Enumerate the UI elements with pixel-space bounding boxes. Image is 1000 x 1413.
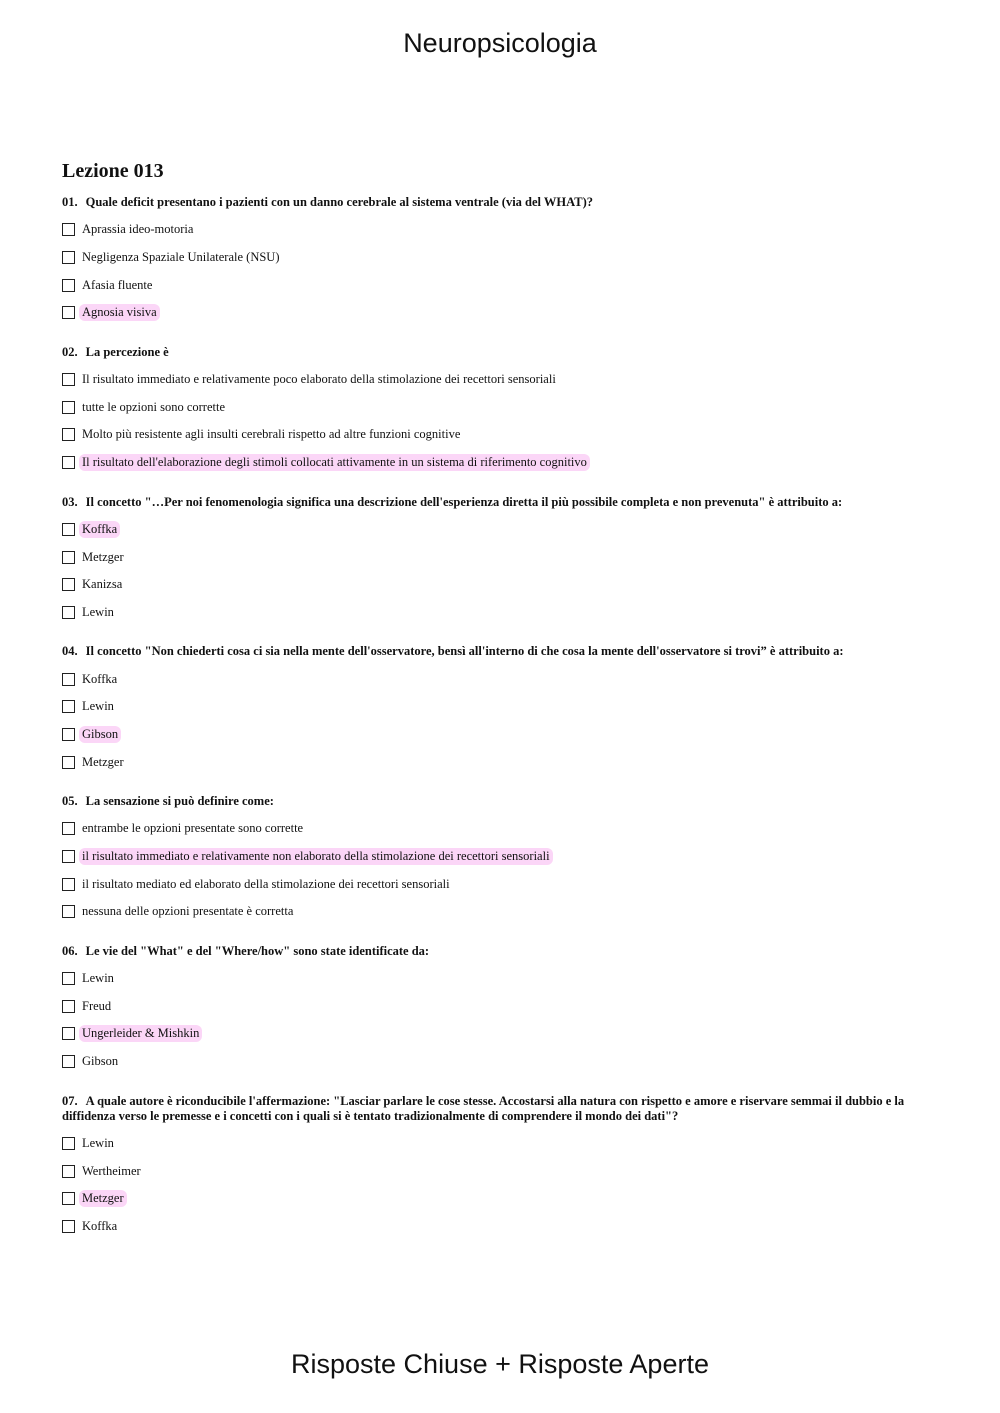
- question-number: 04.: [62, 644, 78, 659]
- question-block: [62, 345, 942, 477]
- option-label: Koffka: [79, 521, 120, 538]
- question-block: [62, 495, 942, 627]
- answer-option-correct[interactable]: [62, 843, 942, 871]
- option-label: tutte le opzioni sono corrette: [82, 399, 226, 414]
- question-block: [62, 944, 942, 1076]
- answer-option-correct[interactable]: [62, 299, 942, 327]
- question-text: [62, 644, 942, 659]
- question-number: 01.: [62, 195, 78, 209]
- checkbox[interactable]: [62, 822, 75, 835]
- answer-option[interactable]: [62, 244, 942, 272]
- option-label: Metzger: [79, 1190, 127, 1207]
- checkbox[interactable]: [62, 756, 75, 769]
- question-label: Quale deficit presentano i pazienti con un danno cerebrale al sistema ventrale (via del WHAT)?: [85, 195, 594, 209]
- answer-option[interactable]: [62, 815, 942, 843]
- option-label: Freud: [82, 998, 112, 1013]
- checkbox[interactable]: [62, 523, 75, 536]
- checkbox[interactable]: [62, 279, 75, 292]
- option-label: Koffka: [82, 1218, 118, 1233]
- checkbox[interactable]: [62, 1027, 75, 1040]
- answer-option[interactable]: [62, 421, 942, 449]
- checkbox[interactable]: [62, 1192, 75, 1205]
- answer-option[interactable]: [62, 366, 942, 394]
- question-label: Il concetto "…Per noi fenomenologia significa una descrizione dell'esperienza diretta il più possibile completa e non prevenuta" è attribuito a:: [85, 494, 843, 509]
- answer-option[interactable]: [62, 1213, 942, 1241]
- option-label: Gibson: [82, 1054, 119, 1069]
- checkbox[interactable]: [62, 306, 75, 319]
- checkbox[interactable]: [62, 373, 75, 386]
- checkbox[interactable]: [62, 401, 75, 414]
- question-block: [62, 195, 942, 327]
- answer-option[interactable]: [62, 965, 942, 993]
- checkbox[interactable]: [62, 1000, 75, 1013]
- option-label: il risultato mediato ed elaborato della stimolazione dei recettori sensoriali: [82, 876, 450, 891]
- lesson-title: Lezione 013: [62, 160, 164, 182]
- question-block: [62, 1094, 942, 1241]
- option-label: Kanizsa: [82, 577, 123, 592]
- answer-option[interactable]: [62, 665, 942, 693]
- question-label: La percezione è: [85, 344, 169, 359]
- answer-option[interactable]: [62, 271, 942, 299]
- option-label: Lewin: [82, 1135, 114, 1150]
- answer-option-correct[interactable]: [62, 516, 942, 544]
- checkbox[interactable]: [62, 878, 75, 891]
- option-label: Wertheimer: [82, 1163, 141, 1178]
- question-label: A quale autore è riconducibile l'affermazione: "Lasciar parlare le cose stesse. Accostarsi alla natura con rispetto e amore e riservare semmai il dubbio e la diffidenza verso le premesse e i concetti con i quali si è tentato tradizionalmente di comprendere il mondo dei dati"?: [62, 1093, 905, 1123]
- checkbox[interactable]: [62, 728, 75, 741]
- question-text: [62, 195, 942, 210]
- option-label: Gibson: [79, 726, 121, 743]
- answer-option[interactable]: [62, 748, 942, 776]
- option-label: Lewin: [82, 604, 114, 619]
- answer-option[interactable]: [62, 1048, 942, 1076]
- question-text: [62, 345, 942, 360]
- answer-option[interactable]: [62, 992, 942, 1020]
- answer-option[interactable]: [62, 216, 942, 244]
- option-label: Agnosia visiva: [79, 304, 160, 321]
- option-label: Il risultato immediato e relativamente poco elaborato della stimolazione dei recettori sensoriali: [82, 372, 556, 387]
- answer-option[interactable]: [62, 693, 942, 721]
- answer-option[interactable]: [62, 543, 942, 571]
- answer-option-correct[interactable]: [62, 1185, 942, 1213]
- checkbox[interactable]: [62, 1055, 75, 1068]
- question-block: [62, 644, 942, 776]
- answer-option[interactable]: [62, 1157, 942, 1185]
- checkbox[interactable]: [62, 972, 75, 985]
- question-text: [62, 1094, 942, 1124]
- answer-option[interactable]: [62, 898, 942, 926]
- answer-option[interactable]: [62, 599, 942, 627]
- answer-option-correct[interactable]: [62, 1020, 942, 1048]
- page-footer: Risposte Chiuse + Risposte Aperte: [291, 1349, 709, 1379]
- option-label: Metzger: [82, 549, 124, 564]
- option-label: Afasia fluente: [82, 277, 153, 292]
- checkbox[interactable]: [62, 1137, 75, 1150]
- option-label: Lewin: [82, 699, 114, 714]
- page-header: Neuropsicologia: [403, 28, 597, 58]
- checkbox[interactable]: [62, 606, 75, 619]
- question-number: 03.: [62, 494, 78, 509]
- checkbox[interactable]: [62, 850, 75, 863]
- answer-option[interactable]: [62, 1130, 942, 1158]
- question-number: 02.: [62, 344, 78, 359]
- option-label: Metzger: [82, 754, 124, 769]
- question-list: [62, 195, 942, 1240]
- option-label: il risultato immediato e relativamente non elaborato della stimolazione dei recettori sensoriali: [79, 848, 553, 865]
- answer-option[interactable]: [62, 571, 942, 599]
- option-label: Ungerleider & Mishkin: [79, 1025, 202, 1042]
- option-label: Il risultato dell'elaborazione degli stimoli collocati attivamente in un sistema di riferimento cognitivo: [79, 454, 590, 471]
- checkbox[interactable]: [62, 578, 75, 591]
- checkbox[interactable]: [62, 1165, 75, 1178]
- checkbox[interactable]: [62, 905, 75, 918]
- checkbox[interactable]: [62, 551, 75, 564]
- question-number: 06.: [62, 943, 78, 958]
- question-text: [62, 794, 942, 809]
- checkbox[interactable]: [62, 673, 75, 686]
- question-number: 05.: [62, 794, 78, 808]
- checkbox[interactable]: [62, 223, 75, 236]
- question-block: [62, 794, 942, 926]
- option-label: Negligenza Spaziale Unilaterale (NSU): [82, 250, 280, 265]
- checkbox[interactable]: [62, 428, 75, 441]
- answer-option-correct[interactable]: [62, 721, 942, 749]
- question-text: [62, 495, 942, 510]
- option-label: entrambe le opzioni presentate sono corrette: [82, 821, 304, 836]
- answer-option[interactable]: [62, 870, 942, 898]
- quiz-content: [62, 160, 942, 1258]
- option-label: Lewin: [82, 971, 114, 986]
- option-label: nessuna delle opzioni presentate è corretta: [82, 904, 294, 919]
- checkbox[interactable]: [62, 456, 75, 469]
- option-label: Koffka: [82, 671, 118, 686]
- answer-option-correct[interactable]: [62, 449, 942, 477]
- question-number: 07.: [62, 1093, 78, 1108]
- checkbox[interactable]: [62, 700, 75, 713]
- option-label: Aprassia ideo-motoria: [82, 222, 194, 237]
- answer-option[interactable]: [62, 393, 942, 421]
- option-label: Molto più resistente agli insulti cerebrali rispetto ad altre funzioni cognitive: [82, 427, 461, 442]
- question-label: Il concetto "Non chiederti cosa ci sia nella mente dell'osservatore, bensì all'interno di che cosa la mente dell'osservatore si trovi” è attribuito a:: [85, 644, 844, 659]
- question-text: [62, 944, 942, 959]
- question-label: La sensazione si può definire come:: [85, 794, 274, 808]
- checkbox[interactable]: [62, 251, 75, 264]
- question-label: Le vie del "What" e del "Where/how" sono state identificate da:: [85, 943, 430, 958]
- checkbox[interactable]: [62, 1220, 75, 1233]
